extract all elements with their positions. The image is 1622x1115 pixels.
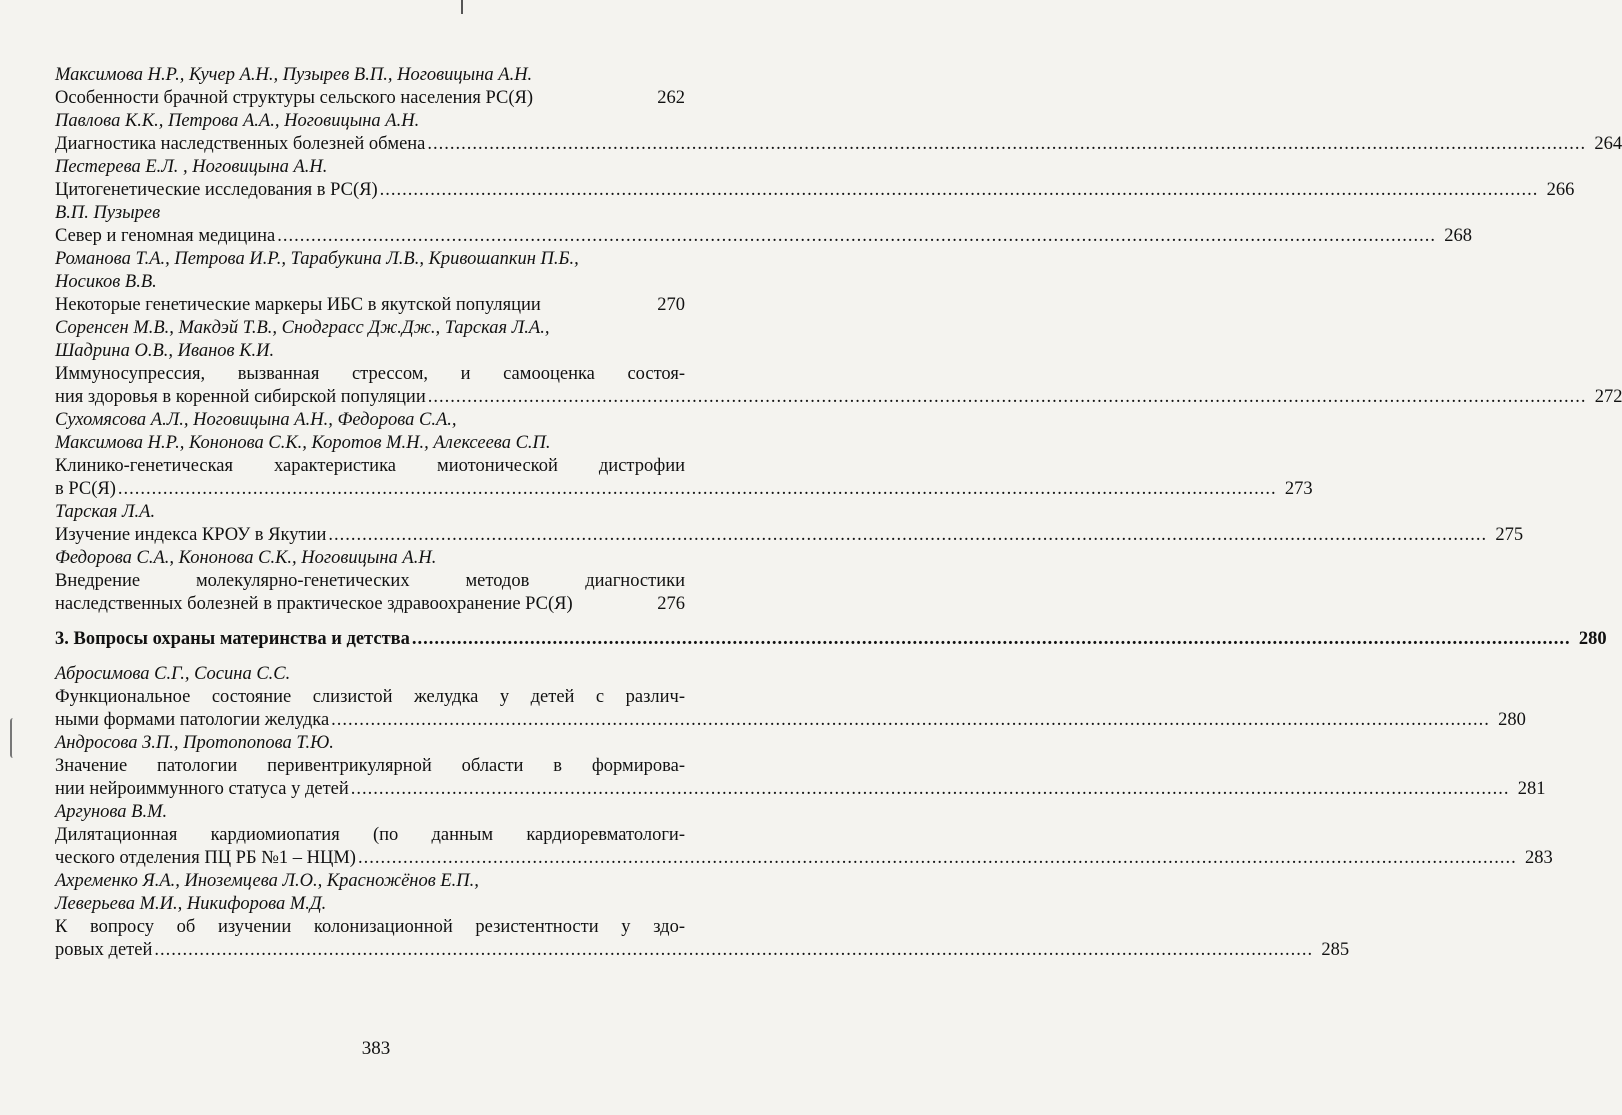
entry-authors: Максимова Н.Р., Кучер А.Н., Пузырев В.П., Ноговицына А.Н. <box>55 65 533 85</box>
entry-authors: Аргунова В.М. <box>55 802 168 822</box>
entry-title: Север и геномная медицина <box>55 226 276 246</box>
toc-entry <box>55 202 1472 248</box>
leader-dots <box>426 386 1589 409</box>
entry-title-line <box>55 133 1622 156</box>
leader-dots <box>275 225 1438 248</box>
leader-dots <box>378 179 1541 202</box>
entry-authors: Пестерева Е.Л. , Ноговицына А.Н. <box>55 157 328 177</box>
entry-title-line <box>55 939 1350 962</box>
entry-page: 281 <box>1517 779 1546 799</box>
entry-page: 264 <box>1594 134 1622 154</box>
entry-authors: Романова Т.А., Петрова И.Р., Тарабукина Л.В., Кривошапкин П.Б., <box>55 249 579 269</box>
entry-page: 275 <box>1495 525 1524 545</box>
entry-title: нии нейроиммунного статуса у детей <box>55 779 349 799</box>
leader-dots <box>116 478 1279 501</box>
entry-title: ческого отделения ПЦ РБ №1 – НЦМ) <box>55 848 356 868</box>
toc-entry <box>55 663 1526 732</box>
toc-entry <box>55 110 1622 156</box>
entry-title: Некоторые генетические маркеры ИБС в якутской популяции <box>55 295 541 315</box>
leader-dots <box>349 778 1512 801</box>
entry-title: Цитогенетические исследования в РС(Я) <box>55 180 378 200</box>
scan-mark <box>461 0 463 14</box>
entry-authors: Носиков В.В. <box>55 272 157 292</box>
toc-entry <box>55 547 685 616</box>
entry-title-line: К вопросу об изучении колонизационной резистентности у здо- <box>55 917 685 937</box>
entry-title-line: Дилятационная кардиомиопатия (по данным кардиоревматологи- <box>55 825 685 845</box>
entry-title-line <box>55 593 685 616</box>
entry-title: Изучение индекса КРОУ в Якутии <box>55 525 327 545</box>
entry-page: 270 <box>657 295 685 315</box>
entry-title-line <box>55 87 685 110</box>
entry-title: Диагностика наследственных болезней обмена <box>55 134 426 154</box>
entry-authors: Андросова З.П., Протопопова Т.Ю. <box>55 733 334 753</box>
table-of-contents <box>55 64 1622 962</box>
entry-title: Особенности брачной структуры сельского населения РС(Я) <box>55 88 534 108</box>
leader-dots <box>152 939 1315 962</box>
toc-entry <box>55 870 1350 962</box>
toc-entry <box>55 248 685 317</box>
entry-authors: Ахременко Я.А., Иноземцева Л.О., Красножёнов Е.П., <box>55 871 479 891</box>
page-number: 383 <box>361 1038 391 1059</box>
entry-authors: Федорова С.А., Кононова С.К., Ноговицына А.Н. <box>55 548 437 568</box>
entry-page: 262 <box>657 88 685 108</box>
entry-page: 285 <box>1321 940 1350 960</box>
toc-entry <box>55 409 1313 501</box>
toc-entry <box>55 801 1553 870</box>
entry-title-line <box>55 524 1524 547</box>
entry-title: в РС(Я) <box>55 479 116 499</box>
toc-entry <box>55 501 1524 547</box>
section-title: 3. Вопросы охраны материнства и детства <box>55 629 410 649</box>
entry-title-line: Иммуносупрессия, вызванная стрессом, и самооценка состоя- <box>55 364 685 384</box>
entry-page: 266 <box>1546 180 1575 200</box>
entry-title-line: Внедрение молекулярно-генетических методов диагностики <box>55 571 685 591</box>
margin-mark <box>10 718 18 758</box>
entry-title-line: Функциональное состояние слизистой желудка у детей с различ- <box>55 687 685 707</box>
toc-entry <box>55 64 685 110</box>
section-page: 280 <box>1578 629 1607 649</box>
toc-entry <box>55 732 1546 801</box>
leader-dots <box>410 628 1573 651</box>
entry-page: 283 <box>1524 848 1553 868</box>
entry-title-line <box>55 709 1526 732</box>
leader-dots <box>425 133 1588 156</box>
entry-authors: Леверьева М.И., Никифорова М.Д. <box>55 894 327 914</box>
entry-title: наследственных болезней в практическое здравоохранение РС(Я) <box>55 594 573 614</box>
leader-dots <box>356 847 1519 870</box>
entry-authors: Тарская Л.А. <box>55 502 156 522</box>
entry-page: 276 <box>657 594 685 614</box>
entry-title-line <box>55 179 1575 202</box>
entry-title-line <box>55 847 1553 870</box>
entry-title-line: Значение патологии перивентрикулярной области в формирова- <box>55 756 685 776</box>
entry-title: ния здоровья в коренной сибирской популяции <box>55 387 426 407</box>
entry-title-line <box>55 778 1546 801</box>
entry-authors: Сухомясова А.Л., Ноговицына А.Н., Федорова С.А., <box>55 410 457 430</box>
entry-page: 268 <box>1444 226 1472 246</box>
entry-page: 280 <box>1498 710 1526 730</box>
entry-title: ными формами патологии желудка <box>55 710 330 730</box>
leader-dots <box>326 524 1489 547</box>
entry-title-line: Клинико-генетическая характеристика миотонической дистрофии <box>55 456 685 476</box>
entry-page: 273 <box>1284 479 1313 499</box>
entry-authors: В.П. Пузырев <box>55 203 161 223</box>
entry-authors: Соренсен М.В., Макдэй Т.В., Снодграсс Дж.Дж., Тарская Л.А., <box>55 318 550 338</box>
leader-dots <box>329 709 1492 732</box>
entry-title-line <box>55 225 1472 248</box>
toc-entry <box>55 156 1575 202</box>
entry-authors: Максимова Н.Р., Кононова С.К., Коротов М.Н., Алексеева С.П. <box>55 433 551 453</box>
entry-authors: Абросимова С.Г., Сосина С.С. <box>55 664 291 684</box>
section-heading <box>55 628 1607 651</box>
entry-title-line <box>55 478 1313 501</box>
entry-title-line <box>55 294 685 317</box>
entry-page: 272 <box>1594 387 1622 407</box>
toc-entry <box>55 317 1622 409</box>
entry-authors: Шадрина О.В., Иванов К.И. <box>55 341 275 361</box>
entry-title: ровых детей <box>55 940 153 960</box>
entry-title-line <box>55 386 1622 409</box>
entry-authors: Павлова К.К., Петрова А.А., Ноговицына А.Н. <box>55 111 420 131</box>
